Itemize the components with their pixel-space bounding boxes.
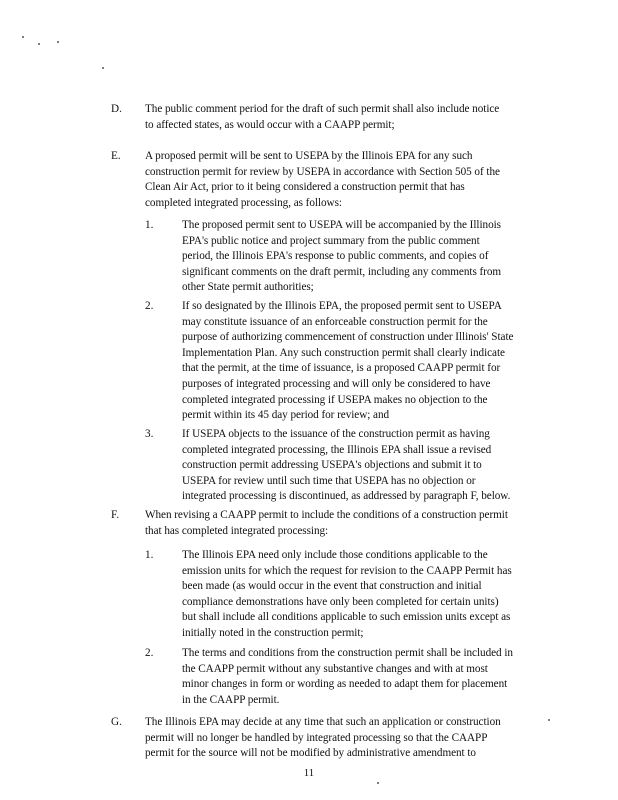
- scan-speck: [548, 719, 550, 721]
- scan-speck: [102, 67, 104, 69]
- item-label-d: D.: [111, 103, 122, 115]
- paragraph-f: When revising a CAAPP permit to include the conditions of a construction permit that has completed integrated processing:: [145, 509, 508, 537]
- subparagraph-f2: The terms and conditions from the construction permit shall be included in the CAAPP permit without any substantive changes and with at most minor changes in form or wording as needed to adapt them for placement in the CAAPP permit.: [182, 647, 513, 706]
- paragraph-g: The Illinois EPA may decide at any time that such an application or construction permit will no longer be handled by integrated processing so that the CAAPP permit for the source will not be modified by administrative amendment to: [145, 716, 501, 760]
- paragraph-d: The public comment period for the draft of such permit shall also include notice to affected states, as would occur with a CAAPP permit;: [145, 103, 500, 131]
- item-label-e: E.: [111, 150, 121, 162]
- scan-speck: [377, 782, 379, 784]
- subparagraph-e2: If so designated by the Illinois EPA, the proposed permit sent to USEPA may constitute issuance of an enforceable construction permit for the purpose of authorizing commencement of construction under Illinois' State Implementation Plan. Any such construction permit shall clearly indicate that the permit, at the time of issuance, is a proposed CAAPP permit for purposes of integrated processing and will only be considered to have completed integrated processing if USEPA makes no objection to the permit within its 45 day period for review; and: [182, 300, 514, 422]
- scan-speck: [38, 43, 40, 45]
- scan-speck: [57, 41, 59, 43]
- subitem-label-e3: 3.: [145, 428, 154, 440]
- paragraph-e: A proposed permit will be sent to USEPA by the Illinois EPA for any such construction permit for review by USEPA in accordance with Section 505 of the Clean Air Act, prior to it being considered a construction permit that has completed integrated processing, as follows:: [145, 150, 500, 209]
- subitem-label-e2: 2.: [145, 300, 154, 312]
- subparagraph-e3: If USEPA objects to the issuance of the construction permit as having completed integrated processing, the Illinois EPA shall issue a revised construction permit addressing USEPA's objections and submit it to USEPA for review until such time that USEPA has no objection or integrated processing is discontinued, as addressed by paragraph F, below.: [182, 428, 511, 503]
- scan-speck: [22, 36, 24, 38]
- subitem-label-f1: 1.: [145, 549, 154, 561]
- item-label-g: G.: [111, 716, 122, 728]
- subitem-label-e1: 1.: [145, 219, 154, 231]
- page-number: 11: [303, 767, 315, 779]
- subitem-label-f2: 2.: [145, 647, 154, 659]
- subparagraph-e1: The proposed permit sent to USEPA will be accompanied by the Illinois EPA's public notice and project summary from the public comment period, the Illinois EPA's response to public comments, and copies of significant comments on the draft permit, including any comments from other State permit authorities;: [182, 219, 502, 294]
- subparagraph-f1: The Illinois EPA need only include those conditions applicable to the emission units for which the request for revision to the CAAPP Permit has been made (as would occur in the event that construction and initial compliance demonstrations have only been completed for certain units) but shall include all conditions applicable to such emission units except as initially noted in the construction permit;: [182, 549, 512, 639]
- item-label-f: F.: [111, 509, 120, 521]
